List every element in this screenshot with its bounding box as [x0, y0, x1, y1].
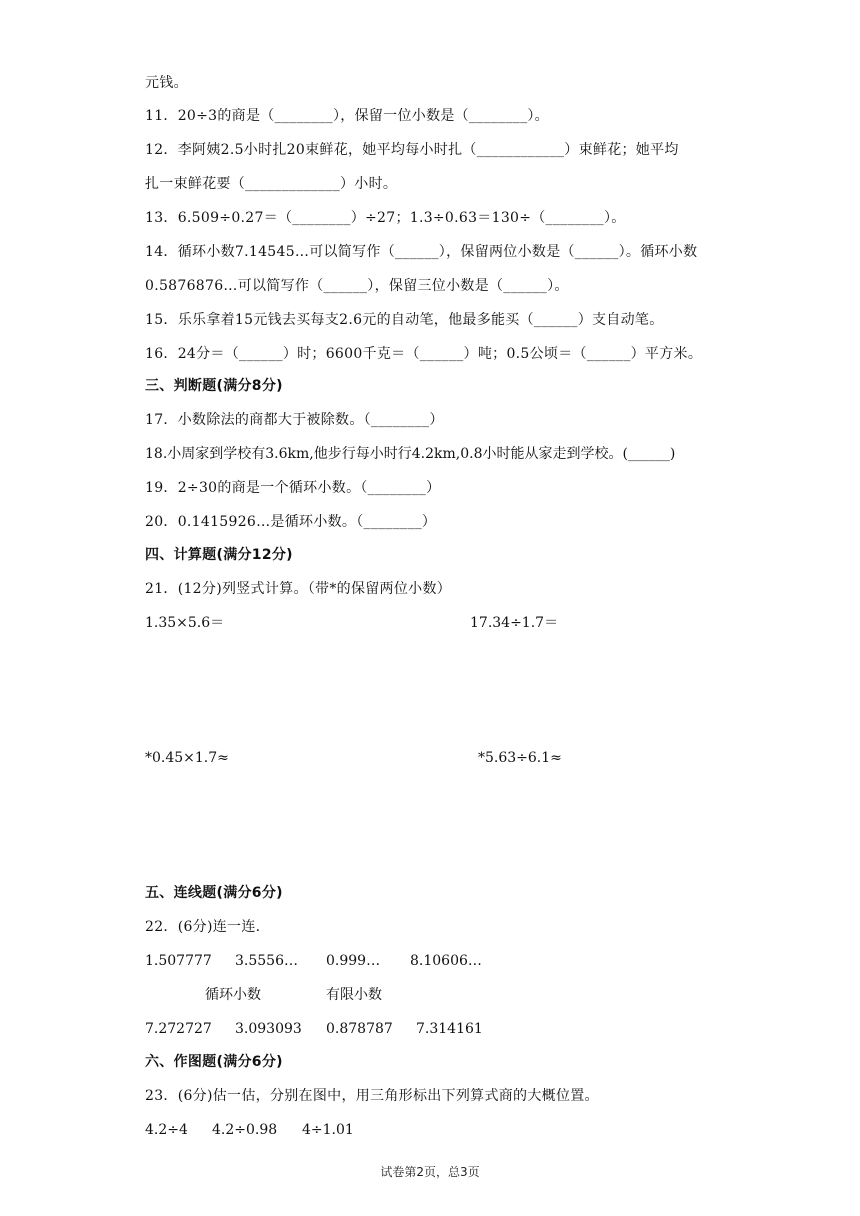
question-16: 16．24分＝（______）时；6600千克＝（______）吨；0.5公顷＝（______）平方米。	[145, 346, 703, 362]
match-number: 8.10606…	[410, 953, 482, 969]
match-category-finite: 有限小数	[326, 987, 382, 1003]
question-20: 20．0.1415926…是循环小数。（________）	[145, 514, 437, 530]
question-18: 18.小周家到学校有3.6km,他步行每小时行4.2km,0.8小时能从家走到学校。(______)	[145, 446, 676, 462]
calc-item-4: *5.63÷6.1≈	[478, 750, 562, 766]
question-15: 15．乐乐拿着15元钱去买每支2.6元的自动笔，他最多能买（______）支自动笔。	[145, 312, 664, 328]
question-19: 19．2÷30的商是一个循环小数。（________）	[145, 480, 441, 496]
question-21: 21．(12分)列竖式计算。（带*的保留两位小数）	[145, 581, 452, 597]
question-11: 11．20÷3的商是（________），保留一位小数是（________）。	[145, 108, 549, 124]
calc-item-3: *0.45×1.7≈	[145, 750, 229, 766]
match-number: 3.5556…	[235, 953, 298, 969]
section-6-heading: 六、作图题(满分6分)	[145, 1054, 283, 1070]
page-footer: 试卷第2页，总3页	[380, 1165, 480, 1179]
question-17: 17．小数除法的商都大于被除数。（________）	[145, 412, 444, 428]
question-12-line2: 扎一束鲜花要（_____________）小时。	[145, 176, 398, 192]
text-line: 元钱。	[145, 75, 188, 91]
match-number: 3.093093	[235, 1021, 302, 1037]
match-number: 0.878787	[326, 1021, 393, 1037]
question-14-line2: 0.5876876…可以简写作（______），保留三位小数是（______）。	[145, 278, 569, 294]
question-13: 13．6.509÷0.27＝（________）÷27；1.3÷0.63＝130÷（________）。	[145, 210, 626, 226]
match-number: 7.314161	[416, 1021, 483, 1037]
estimate-expression: 4.2÷0.98	[212, 1122, 278, 1138]
section-5-heading: 五、连线题(满分6分)	[145, 885, 283, 901]
match-number: 7.272727	[145, 1021, 212, 1037]
match-number: 0.999…	[326, 953, 381, 969]
section-3-heading: 三、判断题(满分8分)	[145, 378, 283, 394]
estimate-expression: 4.2÷4	[145, 1122, 188, 1138]
question-14-line1: 14．循环小数7.14545…可以简写作（______），保留两位小数是（______）。循环小数	[145, 244, 698, 260]
question-23: 23．(6分)估一估，分别在图中，用三角形标出下列算式商的大概位置。	[145, 1088, 599, 1104]
question-12-line1: 12．李阿姨2.5小时扎20束鲜花，她平均每小时扎（____________）束鲜花；她平均	[145, 142, 679, 158]
match-category-repeating: 循环小数	[205, 987, 261, 1003]
section-4-heading: 四、计算题(满分12分)	[145, 547, 293, 563]
calc-item-1: 1.35×5.6＝	[145, 615, 225, 631]
calc-item-2: 17.34÷1.7＝	[470, 615, 559, 631]
estimate-expression: 4÷1.01	[302, 1122, 354, 1138]
match-number: 1.507777	[145, 953, 212, 969]
question-22: 22．(6分)连一连.	[145, 919, 261, 935]
